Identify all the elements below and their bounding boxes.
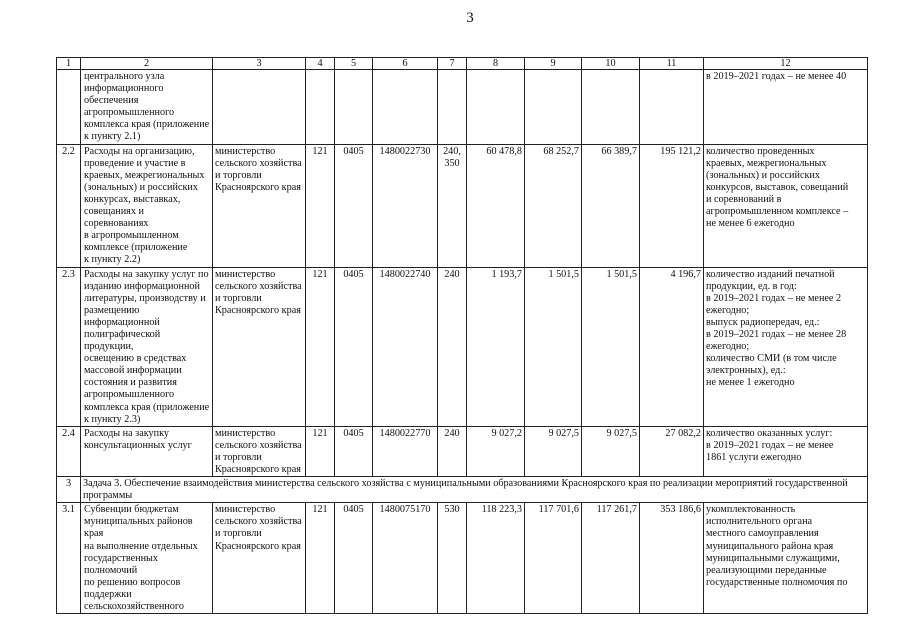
row-number: 2.2: [57, 144, 81, 267]
csr-code: 1480022740: [373, 267, 438, 426]
activity-name: Расходы на закупку услуг по изданию информационной литературы, производству и размещению информационной полиграфической продукции, освещению в средствах массовой информации состояния и развития агропромышленного комплекса края (приложение к пункту 2.3): [81, 267, 213, 426]
activity-name: центрального узла информационного обеспечения агропромышленного комплекса края (приложение к пункту 2.1): [81, 70, 213, 145]
column-number-row: [57, 58, 868, 70]
executor: [213, 70, 306, 145]
amount-2019: 60 478,8: [467, 144, 525, 267]
vr-code: 240, 350: [438, 144, 467, 267]
column-number: 8: [467, 58, 525, 70]
amount-2019: 9 027,2: [467, 426, 525, 476]
column-number: 12: [704, 58, 868, 70]
amount-2021: 66 389,7: [582, 144, 640, 267]
row-number: 3.1: [57, 503, 81, 614]
expected-result: укомплектованность исполнительного органа местного самоуправления муниципального района края муниципальными служащими, реализующими переданные государственные полномочия по: [704, 503, 868, 614]
column-number: 9: [525, 58, 582, 70]
program-activities-table: [56, 57, 868, 614]
vr-code: 240: [438, 426, 467, 476]
amount-total: 27 082,2: [640, 426, 704, 476]
executor: министерство сельского хозяйства и торговли Красноярского края: [213, 144, 306, 267]
amount-total: [640, 70, 704, 145]
activity-name: Расходы на организацию, проведение и участие в краевых, межрегиональных (зональных) и российских конкурсах, выставках, совещаниях и соревнованиях в агропромышленном комплексе (приложение к пункту 2.2): [81, 144, 213, 267]
amount-2021: 9 027,5: [582, 426, 640, 476]
column-number: 5: [335, 58, 373, 70]
rzpr-code: 0405: [335, 144, 373, 267]
amount-total: 4 196,7: [640, 267, 704, 426]
task-row: [57, 477, 868, 503]
grbs-code: 121: [306, 267, 335, 426]
column-number: 6: [373, 58, 438, 70]
rzpr-code: 0405: [335, 267, 373, 426]
column-number: 3: [213, 58, 306, 70]
column-number: 2: [81, 58, 213, 70]
column-number: 4: [306, 58, 335, 70]
table-row: [57, 144, 868, 267]
rzpr-code: 0405: [335, 503, 373, 614]
executor: министерство сельского хозяйства и торговли Красноярского края: [213, 503, 306, 614]
activity-name: Расходы на закупку консультационных услуг: [81, 426, 213, 476]
vr-code: 530: [438, 503, 467, 614]
amount-total: 353 186,6: [640, 503, 704, 614]
table-row: [57, 70, 868, 145]
task-number: 3: [57, 477, 81, 503]
amount-2020: 117 701,6: [525, 503, 582, 614]
table-row: [57, 267, 868, 426]
executor: министерство сельского хозяйства и торговли Красноярского края: [213, 267, 306, 426]
grbs-code: 121: [306, 144, 335, 267]
csr-code: 1480075170: [373, 503, 438, 614]
amount-2019: 1 193,7: [467, 267, 525, 426]
csr-code: [373, 70, 438, 145]
amount-2019: [467, 70, 525, 145]
expected-result: количество изданий печатной продукции, ед. в год: в 2019–2021 годах – не менее 2 ежегодно; выпуск радиопередач, ед.: в 2019–2021 годах – не менее 28 ежегодно; количество СМИ (в том числе электронных), ед.: не менее 1 ежегодно: [704, 267, 868, 426]
activity-name: Субвенции бюджетам муниципальных районов края на выполнение отдельных государственных полномочий по решению вопросов поддержки сельскохозяйственного: [81, 503, 213, 614]
expected-result: количество проведенных краевых, межрегиональных (зональных) и российских конкурсов, выставок, совещаний и соревнований в агропромышленном комплексе – не менее 6 ежегодно: [704, 144, 868, 267]
vr-code: 240: [438, 267, 467, 426]
table-row: [57, 426, 868, 476]
csr-code: 1480022730: [373, 144, 438, 267]
grbs-code: 121: [306, 503, 335, 614]
expected-result: количество оказанных услуг: в 2019–2021 годах – не менее 1861 услуги ежегодно: [704, 426, 868, 476]
grbs-code: 121: [306, 426, 335, 476]
column-number: 1: [57, 58, 81, 70]
amount-2020: [525, 70, 582, 145]
executor: министерство сельского хозяйства и торговли Красноярского края: [213, 426, 306, 476]
amount-2021: 1 501,5: [582, 267, 640, 426]
page-number: 3: [466, 10, 474, 26]
table-row: [57, 503, 868, 614]
row-number: 2.3: [57, 267, 81, 426]
amount-2019: 118 223,3: [467, 503, 525, 614]
column-number: 11: [640, 58, 704, 70]
expected-result: в 2019–2021 годах – не менее 40: [704, 70, 868, 145]
grbs-code: [306, 70, 335, 145]
column-number: 10: [582, 58, 640, 70]
amount-total: 195 121,2: [640, 144, 704, 267]
csr-code: 1480022770: [373, 426, 438, 476]
amount-2021: [582, 70, 640, 145]
amount-2020: 9 027,5: [525, 426, 582, 476]
vr-code: [438, 70, 467, 145]
amount-2021: 117 261,7: [582, 503, 640, 614]
rzpr-code: 0405: [335, 426, 373, 476]
row-number: [57, 70, 81, 145]
amount-2020: 68 252,7: [525, 144, 582, 267]
rzpr-code: [335, 70, 373, 145]
amount-2020: 1 501,5: [525, 267, 582, 426]
column-number: 7: [438, 58, 467, 70]
row-number: 2.4: [57, 426, 81, 476]
task-description: Задача 3. Обеспечение взаимодействия министерства сельского хозяйства с муниципальными образованиями Красноярского края по реализации мероприятий государственной программы: [81, 477, 868, 503]
